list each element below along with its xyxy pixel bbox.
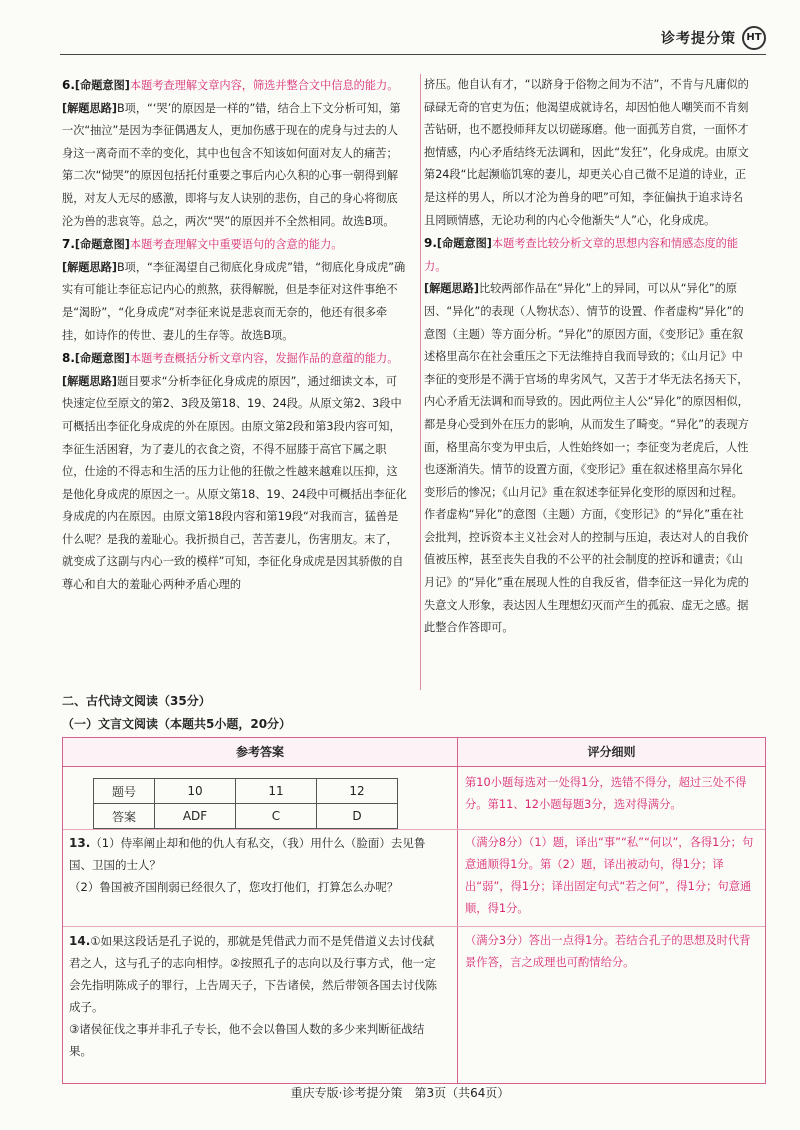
header-title: 诊考提分策: [661, 31, 736, 47]
table-header-scoring: 评分细则: [458, 738, 765, 767]
q14-answer-1: ①如果这段话是孔子说的，那就是凭借武力而不是凭借道义去讨伐弑君之人，这与孔子的志向相悖。②按照孔子的志向以及行事方式，他一定会先指明陈成子的罪行，上告周天子，下告诸侯，然后带领各国去讨伐陈成子。: [69, 934, 437, 1014]
header-logo-icon: HT: [742, 26, 766, 50]
q8-solution-continued: 挤压。他自认有才，“以跻身于俗物之间为不洁”，不肯与凡庸似的碌碌无奇的官吏为伍；他渴望成就诗名，却因怕他人嘲笑而不肯刻苦钻研，也不愿投师拜友以切磋琢磨。他一面孤芳自赏，一面怀才抱情感，内心矛盾结终无法调和，因此“发狂”，化身成虎。由原文第24段“比起濒临饥寒的妻儿，却更关心自己微不足道的诗业，正是这样的男人，所以才沦为兽身的吧”可知，李征偏执于追求诗名且罔顾情感，无论功利的内心令他渐失“人”心，化身成虎。: [424, 78, 749, 227]
q8-solution-text: 题目要求“分析李征化身成虎的原因”，通过细读文本，可快速定位至原文的第2、3段及第18、19、24段。从原文第2、3段中可概括出李征化身成虎的外在原因。由原文第2段和第3段内容可知，李征生活困窘，为了妻儿的衣食之资，不得不屈膝于高官下属之职位，仕途的不得志和生活的压力让他的狂傲之性越来越难以压抑，这是他化身成虎的原因之一。从原文第18、19、24段中可概括出李征化身成虎的内在原因。由原文第18段内容和第19段“对我而言，猛兽是什么呢？是我的羞耻心。我折损自己，苦苦妻儿，伤害朋友。末了，就变成了这副与内心一致的模样”可知，李征化身成虎是因其骄傲的自尊心和自大的羞耻心两种矛盾心理的: [62, 374, 407, 592]
answer-table: [62, 737, 766, 1084]
header-divider: [60, 54, 766, 55]
q9-number: 9.: [424, 236, 437, 251]
q13-number: 13.: [69, 836, 91, 850]
q6-intent: 本题考查理解文章内容，筛选并整合文中信息的能力。: [129, 79, 399, 92]
q6-intent-tag: [命题意图]: [74, 79, 130, 92]
table-divider-vertical: [457, 766, 458, 1083]
grid-cell: 11: [236, 779, 317, 804]
table-row: [94, 804, 398, 829]
grid-cell: C: [236, 804, 317, 829]
grid-cell: 10: [155, 779, 236, 804]
scoring-rule-q14: （满分3分）答出一点得1分。若结合孔子的思想及时代背景作答，言之成理也可酌情给分。: [465, 934, 751, 969]
table-header-answers: 参考答案: [63, 738, 458, 767]
q8-solution: [62, 371, 408, 597]
q7-intent: 本题考查理解文中重要语句的含意的能力。: [129, 238, 343, 252]
scoring-rule-q13: （满分8分）（1）题，译出“事”“私”“何以”，各得1分；句意通顺得1分。第（2）题，译出被动句，得1分；译出“弱”，得1分；译出固定句式“若之何”，得1分；句意通顺，得1分。: [465, 836, 754, 915]
q13-answer: [69, 832, 445, 898]
question-8: [62, 347, 408, 371]
q9-intent-tag: [命题意图]: [436, 237, 492, 251]
q6-solution-text: B项，“‘哭’的原因是一样的”错，结合上下文分析可知，第一次“抽泣”是因为李征偶遇友人，更加伤感于现在的虎身与过去的人身这一离奇而不幸的变化，其中也包含不知该如何面对友人的痛苦；第二次“恸哭”的原因包括托付重要之事后内心久积的心事一朝得到解脱，对友人无尽的感激，即将与友人诀别的悲伤，自己的身心将彻底沦为兽的悲哀等。总之，两次“哭”的原因并不全然相同。故选B项。: [62, 101, 401, 228]
grid-label: 答案: [94, 804, 155, 829]
q7-solution-text: B项，“李征渴望自己彻底化身成虎”错，“彻底化身成虎”确实有可能让李征忘记内心的煎熬，获得解脱，但是李征对这件事绝不是“渴盼”，“化身成虎”对李征来说是悲哀而无奈的，他还有很多牵挂，如诗作的传世、妻儿的生存等。故选B项。: [62, 260, 406, 342]
table-divider-row1: [63, 829, 765, 830]
q7-solution: [62, 257, 408, 347]
choice-answer-grid: [93, 778, 398, 829]
grid-cell: 12: [317, 779, 398, 804]
q14-number: 14.: [69, 934, 91, 948]
grid-cell: ADF: [155, 804, 236, 829]
scoring-rule-choice: 第10小题每选对一处得1分，选错不得分，超过三处不得分。第11、12小题每题3分，选对得满分。: [465, 776, 747, 811]
question-7: [62, 233, 408, 257]
q8-number: 8.: [62, 351, 75, 366]
q9-solution-text: 比较两部作品在“异化”上的异同，可以从“异化”的原因、“异化”的表现（人物状态）、情节的设置、作者虚构“异化”的意图（主题）等方面分析。“异化”的原因方面，《变形记》重在叙述格里高尔在社会重压之下无法维持自我而导致的；《山月记》中李征的变形是不满于官场的卑劣风气，又苦于才华无法名扬天下，内心矛盾无法调和而导致的。因此两位主人公“异化”的原因相似，都是身心受到外在压力的影响，从而发生了畸变。“异化”的表现方面，格里高尔变为甲虫后，人性始终如一；李征变为老虎后，人性也逐渐消失。情节的设置方面，《变形记》重在叙述格里高尔异化变形后的惨况；《山月记》重在叙述李征异化变形的原因和过程。作者虚构“异化”的意图（主题）方面，《变形记》的“异化”重在社会批判，控诉资本主义社会对人的控制与压迫，表达对人的自我价值被压榨，甚至丧失自我的不公平的社会制度的控诉和谴责；《山月记》的“异化”重在展现人性的自我反省，借李征这一异化为虎的失意文人形象，表达因人生理想幻灭而产生的孤寂、虚无之感。据此整合作答即可。: [424, 282, 749, 635]
q13-answer-2: （2）鲁国被齐国削弱已经很久了，您攻打他们，打算怎么办呢？: [69, 880, 399, 894]
q13-answer-1: （1）侍率阐止却和他的仇人有私交，（我）用什么（脸面）去见鲁国、卫国的士人？: [69, 836, 426, 872]
q7-solution-tag: [解题思路]: [62, 260, 117, 274]
table-row: [94, 779, 398, 804]
q9-solution-tag: [解题思路]: [424, 282, 479, 296]
grid-cell: D: [317, 804, 398, 829]
q8-solution-tag: [解题思路]: [62, 374, 117, 388]
left-column: [62, 74, 421, 690]
q8-intent: 本题考查概括分析文章内容，发掘作品的意蕴的能力。: [129, 352, 399, 366]
q6-solution-tag: [解题思路]: [62, 101, 117, 115]
question-9: [424, 232, 754, 278]
q8-intent-tag: [命题意图]: [74, 352, 130, 366]
q14-answer-2: ③诸侯征伐之事并非孔子专长，他不会以鲁国人数的多少来判断征战结果。: [69, 1022, 425, 1058]
q9-solution: [424, 278, 754, 640]
q7-intent-tag: [命题意图]: [74, 238, 130, 252]
q7-number: 7.: [62, 237, 75, 252]
q14-answer: [69, 930, 445, 1062]
subsection-heading: （一）文言文阅读（本题共5小题，20分）: [62, 717, 292, 731]
q6-solution: [62, 98, 408, 234]
grid-label: 题号: [94, 779, 155, 804]
q9-intent: 本题考查比较分析文章的思想内容和情感态度的能力。: [424, 237, 739, 273]
right-column: [424, 74, 754, 640]
page-footer: 重庆专版·诊考提分策 第3页（共64页）: [290, 1086, 510, 1100]
table-divider-row2: [63, 926, 765, 927]
q6-number: 6.: [62, 78, 75, 92]
section-heading: 二、古代诗文阅读（35分）: [62, 694, 211, 708]
page-header: [661, 26, 766, 50]
question-6: [62, 74, 408, 98]
